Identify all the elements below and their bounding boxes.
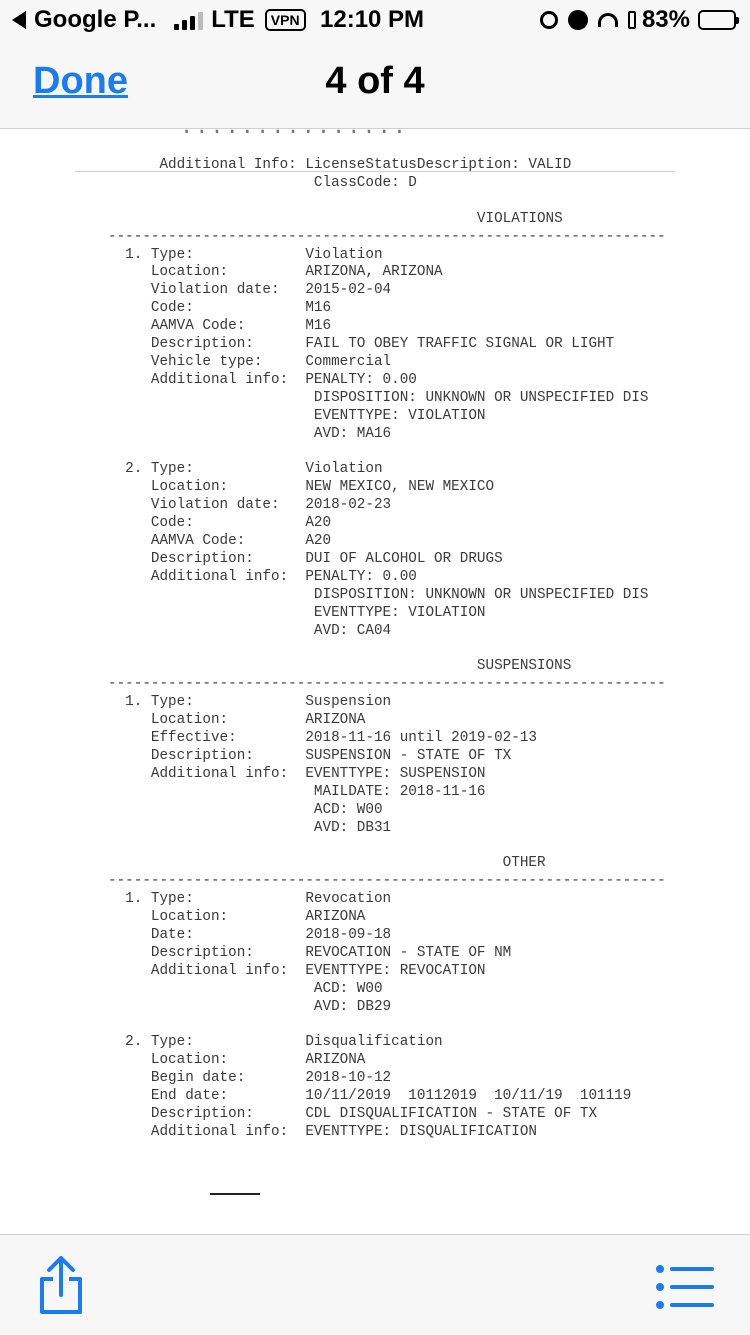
document-line: AVD: MA16 [108, 425, 392, 442]
alarm-icon [568, 10, 588, 30]
document-line: 2. Type: Violation [108, 461, 383, 478]
document-line: MAILDATE: 2018-11-16 [108, 783, 486, 800]
document-line: Effective: 2018-11-16 until 2019-02-13 [108, 730, 537, 746]
document-line: Description: FAIL TO OBEY TRAFFIC SIGNAL OR LIGHT [108, 336, 615, 353]
share-button[interactable] [36, 1255, 86, 1315]
document-line: Location: ARIZONA [108, 1052, 366, 1069]
document-line: Description: REVOCATION - STATE OF NM [108, 944, 512, 961]
document-line: EVENTTYPE: VIOLATION [108, 407, 486, 424]
back-arrow-icon [12, 11, 26, 29]
network-label: LTE [211, 6, 255, 33]
document-line: Date: 2018-09-18 [108, 926, 392, 943]
document-view[interactable] [0, 115, 750, 1234]
document-line: Additional info: EVENTTYPE: DISQUALIFICATION [108, 1123, 537, 1140]
battery-icon [698, 10, 736, 30]
bottom-toolbar [0, 1234, 750, 1335]
document-line: 2. Type: Disqualification [108, 1034, 443, 1051]
document-line: Location: NEW MEXICO, NEW MEXICO [108, 479, 495, 496]
document-line: Description: DUI OF ALCOHOL OR DRUGS [108, 550, 503, 567]
back-app-label: Google P... [34, 6, 157, 33]
page-indicator-text: 4 of 4 [325, 60, 425, 102]
document-line: Violation date: 2018-02-23 [108, 497, 392, 514]
document-line: OTHER [108, 855, 546, 872]
document-line: End date: 10/11/2019 10112019 10/11/19 101119 [108, 1088, 632, 1105]
rotation-lock-icon [540, 11, 558, 29]
vpn-badge: VPN [265, 9, 306, 31]
document-line: Description: CDL DISQUALIFICATION - STATE OF TX [108, 1106, 598, 1123]
document-line: Location: ARIZONA, ARIZONA [108, 264, 443, 281]
document-line: Additional info: PENALTY: 0.00 [108, 568, 417, 585]
document-line: 1. Type: Suspension [108, 694, 392, 711]
document-line: ----------------------------------------------------------------- [108, 228, 666, 245]
headphones-icon [598, 13, 618, 27]
document-line: 1. Type: Violation [108, 246, 383, 263]
document-line: Additional info: EVENTTYPE: REVOCATION [108, 962, 486, 979]
mini-battery-icon [628, 11, 636, 29]
signal-icon [174, 10, 203, 30]
document-line: ----------------------------------------------------------------- [108, 873, 666, 890]
document-line: Location: ARIZONA [108, 909, 366, 926]
document-line: Additional info: PENALTY: 0.00 [108, 371, 417, 388]
document-line: ----------------------------------------------------------------- [108, 676, 666, 693]
document-line: 1. Type: Revocation [108, 891, 392, 908]
document-line: ACD: W00 [108, 801, 383, 818]
document-line: Description: SUSPENSION - STATE OF TX [108, 747, 512, 764]
document-line: Additional info: EVENTTYPE: SUSPENSION [108, 765, 486, 782]
document-line: Code: M16 [108, 300, 332, 317]
previous-page-text: ............... [180, 115, 409, 140]
document-line: Begin date: 2018-10-12 [108, 1070, 392, 1087]
document-line: DISPOSITION: UNKNOWN OR UNSPECIFIED DIS [108, 389, 649, 406]
list-button[interactable] [656, 1265, 716, 1309]
document-line: Location: ARIZONA [108, 712, 366, 729]
document-line: AVD: DB31 [108, 819, 392, 836]
document-line: ClassCode: D [108, 174, 417, 191]
battery-percent: 83% [641, 6, 690, 33]
document-line: AVD: CA04 [108, 622, 392, 639]
list-icon [656, 1265, 716, 1309]
document-line: VIOLATIONS [108, 210, 563, 227]
page-indicator [0, 60, 750, 103]
document-line: SUSPENSIONS [108, 658, 572, 675]
back-to-app[interactable] [12, 6, 306, 34]
document-line: Additional Info: LicenseStatusDescription: VALID [108, 157, 572, 173]
document-line: AAMVA Code: A20 [108, 533, 332, 550]
page-end-mark [210, 1193, 260, 1195]
document-line: EVENTTYPE: VIOLATION [108, 604, 486, 621]
document-line: Violation date: 2015-02-04 [108, 282, 392, 299]
document-line: Vehicle type: Commercial [108, 353, 392, 370]
document-text [108, 157, 666, 1142]
done-button[interactable]: Done [33, 60, 128, 102]
document-line: AVD: DB29 [108, 998, 392, 1015]
share-icon [36, 1255, 86, 1315]
document-line: DISPOSITION: UNKNOWN OR UNSPECIFIED DIS [108, 586, 649, 603]
document-line: ACD: W00 [108, 980, 383, 997]
document-line: AAMVA Code: M16 [108, 318, 332, 335]
status-bar [0, 0, 750, 40]
document-line: Code: A20 [108, 515, 332, 532]
status-time: 12:10 PM [320, 6, 425, 33]
